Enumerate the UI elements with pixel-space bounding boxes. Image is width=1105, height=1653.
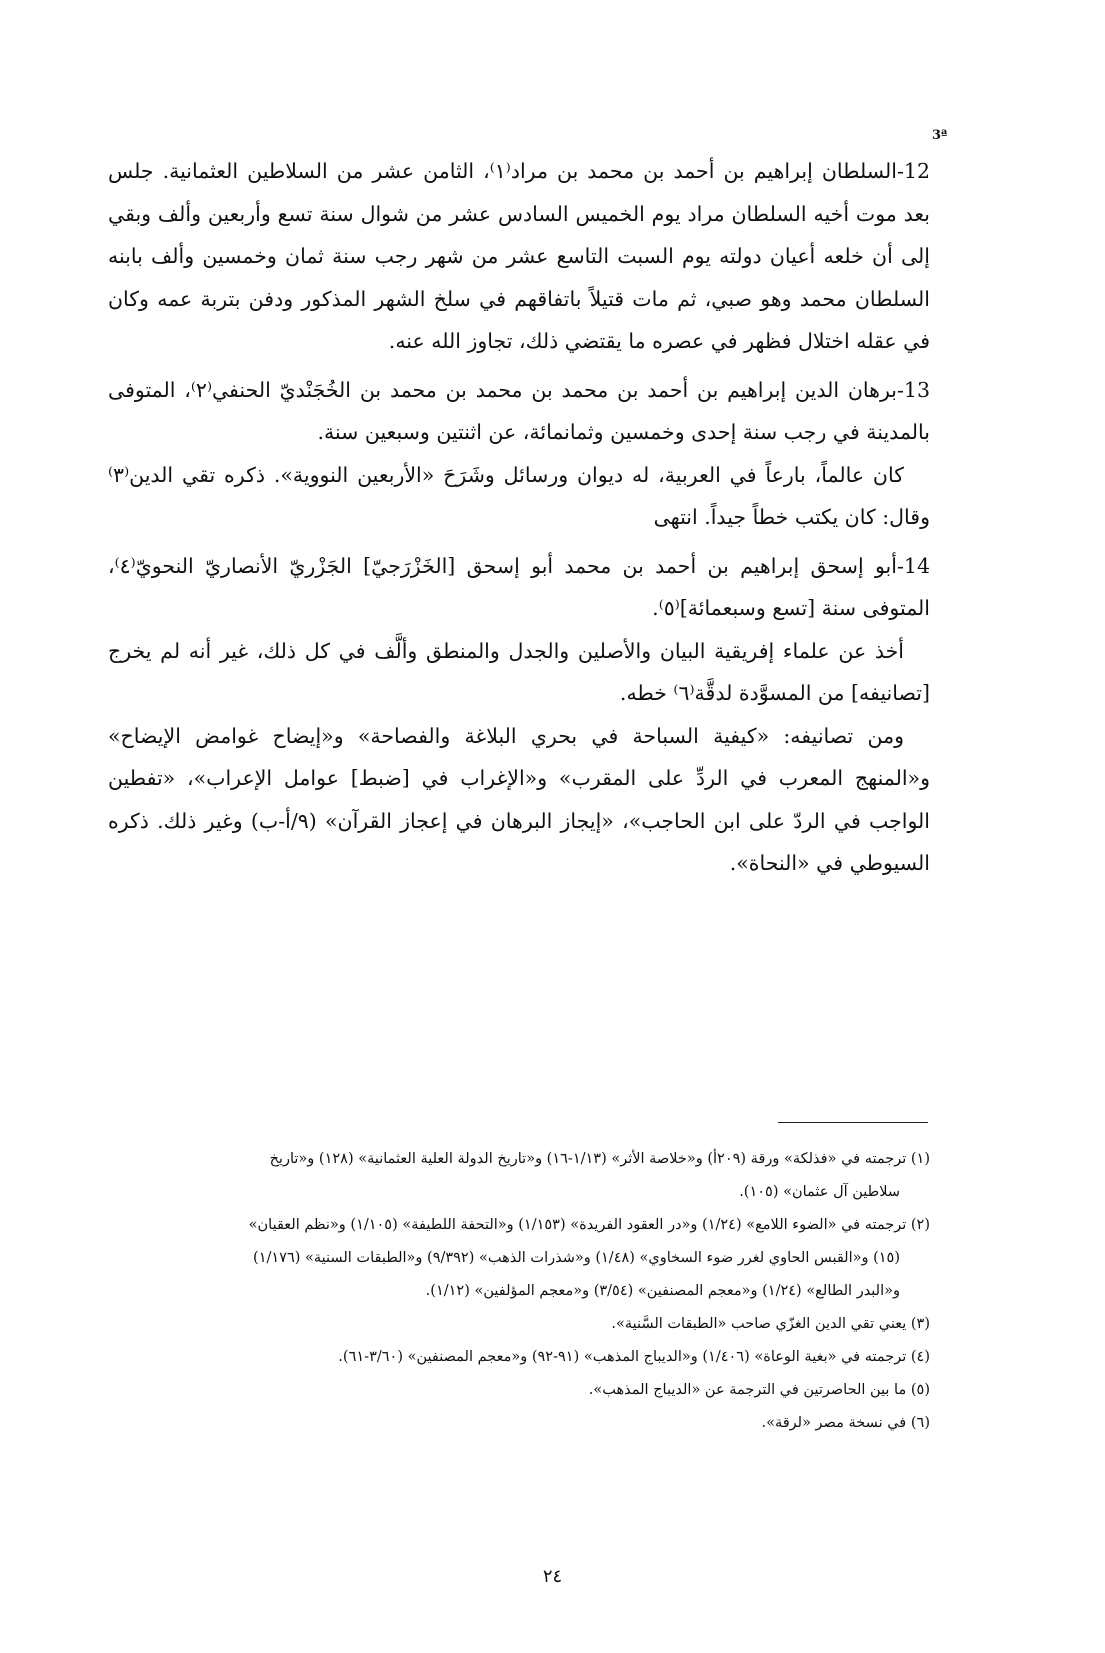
footnote-text: ترجمته في «بغية الوعاة» (١/٤٠٦) و«الديباج المذهب» (٩١-٩٢) و«معجم المصنفين» (٣/٦٠-٦١). bbox=[338, 1349, 907, 1365]
footnote-3 bbox=[108, 1309, 930, 1340]
footnote-separator bbox=[778, 1122, 928, 1123]
footnote-text: يعني تقي الدين الغزّي صاحب «الطبقات السَّنية». bbox=[611, 1316, 907, 1332]
entry-text: برهان الدين إبراهيم بن أحمد بن محمد بن محمد بن محمد بن الخُجَنْديّ الحنفي⁽٢⁾، المتوفى بالمدينة في رجب سنة إحدى وخمسين وثمانمائة، عن اثنتين وسبعين سنة. bbox=[108, 377, 930, 444]
footnote-4 bbox=[108, 1342, 930, 1373]
footnotes bbox=[108, 1144, 930, 1441]
entry-paragraph: ومن تصانيفه: «كيفية السباحة في بحري البلاغة والفصاحة» و«إيضاح غوامض الإيضاح» و«المنهج المعرب في الردِّ على المقرب» و«الإغراب في [ضبط] عوامل الإعراب»، «تفطين الواجب في الردّ على ابن الحاجب»، «إيجاز البرهان في إعجاز القرآن» (٩/أ-ب) وغير ذلك. ذكره السيوطي في «النحاة». bbox=[108, 723, 930, 875]
footnote-label: (٣) bbox=[910, 1316, 930, 1332]
entry-paragraph: أخذ عن علماء إفريقية البيان والأصلين والجدل والمنطق وألَّف في كل ذلك، غير أنه لم يخرج [تصانيفه] من المسوَّدة لدقَّة⁽٦⁾ خطه. bbox=[108, 638, 930, 705]
footnote-continuation: و«البدر الطالع» (١/٢٤) و«معجم المصنفين» (٣/٥٤) و«معجم المؤلفين» (١/١٢). bbox=[425, 1283, 900, 1299]
entry-text: السلطان إبراهيم بن أحمد بن محمد بن مراد⁽١⁾، الثامن عشر من السلاطين العثمانية. جلس بعد موت أخيه السلطان مراد يوم الخميس السادس عشر من شوال سنة تسع وأربعين وألف وبقي إلى أن خلعه أعيان دولته يوم السبت التاسع عشر من شهر رجب سنة ثمان وخمسين وألف بابنه السلطان محمد وهو صبي، ثم مات قتيلاً باتفاقهم في سلخ الشهر المذكور ودفن بتربة عمه وكان في عقله اختلال فظهر في عصره ما يقتضي ذلك، تجاوز الله عنه. bbox=[108, 159, 930, 353]
footnote-label: (١) bbox=[910, 1151, 930, 1167]
footnote-5 bbox=[108, 1375, 930, 1406]
footnote-2 bbox=[108, 1210, 930, 1241]
footnote-1 bbox=[108, 1144, 930, 1175]
footnote-label: (٥) bbox=[910, 1382, 930, 1398]
main-text bbox=[108, 150, 930, 885]
entry-14 bbox=[108, 545, 930, 885]
entry-paragraph bbox=[108, 545, 930, 630]
footnote-label: (٤) bbox=[910, 1349, 930, 1365]
entry-13 bbox=[108, 369, 930, 539]
entry-number: 12- bbox=[896, 159, 930, 183]
footnote-text: ترجمته في «الضوء اللامع» (١/٢٤) و«در العقود الفريدة» (١/١٥٣) و«التحفة اللطيفة» (١/١٠٥) و«نظم العقيان» bbox=[248, 1217, 907, 1233]
page-number: ٢٤ bbox=[542, 1566, 563, 1587]
footnote-text: ترجمته في «فذلكة» ورقة (٢٠٩أ) و«خلاصة الأثر» (١/١٣-١٦) و«تاريخ الدولة العلية العثمانية» (١٢٨) و«تاريخ bbox=[269, 1151, 907, 1167]
footnote-continuation: (١٥) و«القبس الحاوي لغرر ضوء السخاوي» (١/٤٨) و«شذرات الذهب» (٩/٣٩٢) و«الطبقات السنية» (١/١٧٦) bbox=[253, 1250, 900, 1266]
footnote-6 bbox=[108, 1408, 930, 1439]
entry-paragraph: كان عالماً، بارعاً في العربية، له ديوان ورسائل وشَرَحَ «الأربعين النووية». ذكره تقي الدين⁽٣⁾ وقال: كان يكتب خطاً جيداً. انتهى bbox=[108, 462, 930, 529]
footnote-text: في نسخة مصر «لرقة». bbox=[761, 1415, 907, 1431]
footnote-text: ما بين الحاصرتين في الترجمة عن «الديباج المذهب». bbox=[588, 1382, 907, 1398]
entry-text: أبو إسحق إبراهيم بن أحمد بن محمد أبو إسحق [الخَزْرَجيّ] الجَزْريّ الأنصاريّ النحويّ⁽٤⁾، المتوفى سنة [تسع وسبعمائة]⁽٥⁾. bbox=[108, 553, 930, 620]
entry-number: 14- bbox=[896, 553, 930, 578]
margin-folio-mark: 3ª bbox=[932, 128, 948, 143]
entry-number: 13- bbox=[896, 377, 930, 402]
footnote-continuation: سلاطين آل عثمان» (١٠٥). bbox=[739, 1184, 900, 1200]
footnote-label: (٦) bbox=[910, 1415, 930, 1431]
entry-12 bbox=[108, 150, 930, 363]
entry-paragraph bbox=[108, 369, 930, 454]
footnote-label: (٢) bbox=[910, 1217, 930, 1233]
entry-paragraph bbox=[108, 150, 930, 363]
